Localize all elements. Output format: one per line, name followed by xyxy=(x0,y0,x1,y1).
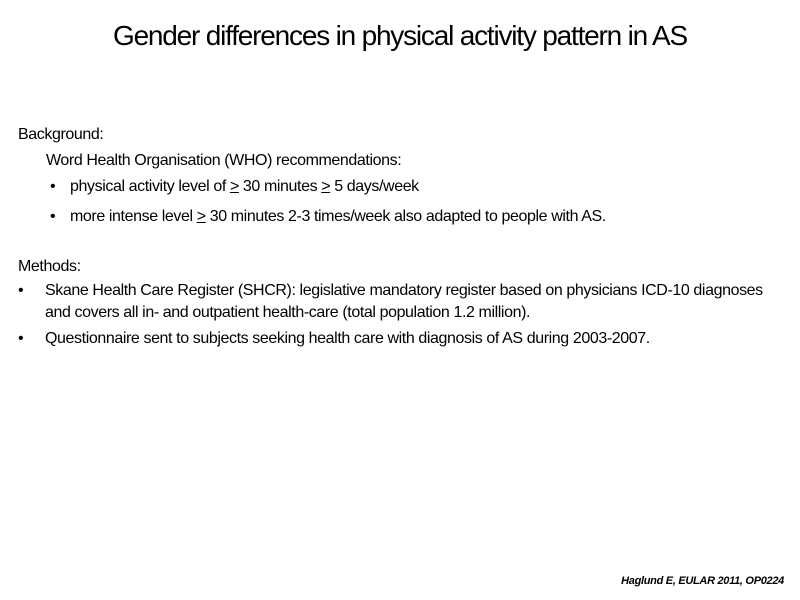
background-heading: Background: xyxy=(18,126,104,143)
greater-equal-symbol: > xyxy=(321,178,331,195)
bullet-text-part: 30 minutes xyxy=(238,178,322,195)
bullet-icon: • xyxy=(18,282,24,299)
bullet-text-part: physical activity level of xyxy=(70,178,230,195)
bullet-text-part: 5 days/week xyxy=(330,178,419,195)
slide-content xyxy=(18,122,788,354)
methods-bullet-text: Questionnaire sent to subjects seeking health care with diagnosis of AS during 2003-2007. xyxy=(45,330,650,347)
methods-bullet-text: Skane Health Care Register (SHCR): legislative mandatory register based on physicians ICD-10 diagnoses and covers all in- and outpatient health-care (total population 1.2 million). xyxy=(45,282,763,321)
bullet-text-part: more intense level xyxy=(70,208,197,225)
methods-bullet-list xyxy=(18,280,788,350)
bullet-icon: • xyxy=(50,208,56,225)
list-item xyxy=(18,328,788,350)
methods-heading: Methods: xyxy=(18,258,81,275)
bullet-icon: • xyxy=(18,330,24,347)
greater-equal-symbol: > xyxy=(229,178,239,195)
list-item xyxy=(18,280,788,324)
greater-equal-symbol: > xyxy=(196,208,206,225)
bullet-text-part: 30 minutes 2-3 times/week also adapted to people with AS. xyxy=(205,208,606,225)
list-item xyxy=(18,174,788,200)
list-item xyxy=(18,204,788,230)
bullet-icon: • xyxy=(50,178,56,195)
citation: Haglund E, EULAR 2011, OP0224 xyxy=(621,575,784,587)
slide-title: Gender differences in physical activity pattern in AS xyxy=(112,20,687,51)
who-recommendations-intro: Word Health Organisation (WHO) recommendations: xyxy=(46,152,402,169)
background-bullet-list xyxy=(18,174,788,230)
